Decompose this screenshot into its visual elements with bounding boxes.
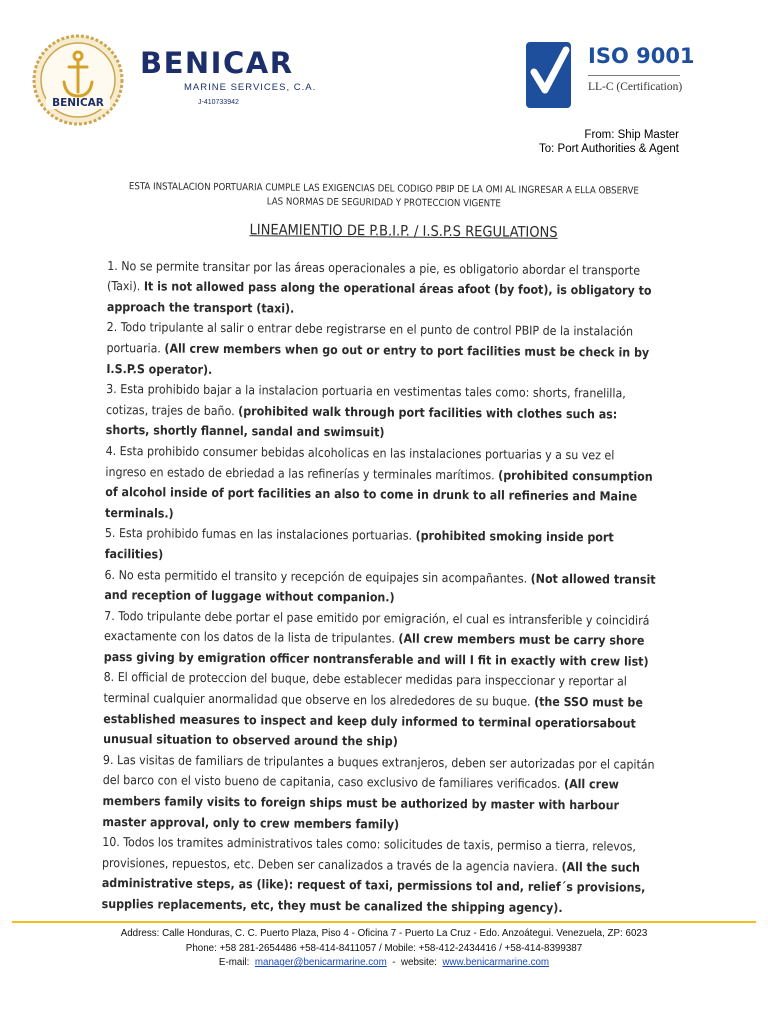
item-english: It is not allowed pass along the operational áreas afoot (by foot), is obligatory to approach the transport (taxi). <box>106 279 652 316</box>
item-spanish: 4. Esta prohibido consumer bebidas alcoholicas en las instalaciones portuarias y a su vez el ingreso en estado de ebriedad a las refinerías y terminales marítimos. <box>105 443 615 482</box>
footer-phone: Phone: +58 281-2654486 +58-414-8411057 / Mobile: +58-412-2434416 / +58-414-8399387 <box>185 942 583 954</box>
intro-line: LAS NORMAS DE SEGURIDAD Y PROTECCION VIGENTE <box>266 195 501 209</box>
regulation-item <box>104 564 656 610</box>
regulation-item <box>102 832 655 919</box>
regulation-item <box>106 379 659 446</box>
intro-notice <box>108 180 660 212</box>
item-english: (All the such administrative steps, as (like): request of taxi, permissions tol and, relief´s provisions, supplies replacements, etc, they must be canalized the shipping agency). <box>101 859 646 915</box>
company-brand <box>140 48 316 106</box>
regulation-item <box>104 606 657 673</box>
checkmark-icon <box>526 42 571 108</box>
anchor-icon <box>32 34 124 126</box>
document-title: LINEAMIENTIO DE P.B.I.P. / I.S.P.S REGULATIONS <box>249 222 558 241</box>
item-english: (the SSO must be established measures to inspect and keep duly informed to terminal operatiorsabout unusual situation to observed around the ship) <box>103 694 643 749</box>
item-english: (All crew members family visits to foreign ships must be authorized by master with harbour master approval, only to crew members family) <box>102 777 620 832</box>
intro-line: ESTA INSTALACION PORTUARIA CUMPLE LAS EXIGENCIAS DEL CODIGO PBIP DE LA OMI AL INGRESAR A ELLA OBSERVE <box>128 181 639 197</box>
item-spanish: 6. No esta permitido el transito y recepción de equipajes sin acompañantes. <box>104 567 528 586</box>
item-english: (prohibited smoking inside port facilities) <box>104 529 614 562</box>
regulation-item <box>107 256 660 323</box>
regulations-document <box>102 180 660 919</box>
item-english: (All crew members must be carry shore pass giving by emigration officer nontransferable and will I fit in exactly with crew list) <box>103 631 649 669</box>
website-link[interactable]: www.benicarmarine.com <box>442 957 550 968</box>
footer <box>0 927 768 971</box>
item-spanish: 3. Esta prohibido bajar a la instalacion portuaria en vestimentas tales como: shorts, franelilla, cotizas, trajes de baño. <box>105 382 626 418</box>
item-spanish: 7. Todo tripulante debe portar el pase emitido por emigración, el cual es intransferible y coincidirá exactamente con los datos de la lista de tripulantes. <box>103 608 650 646</box>
item-spanish: 10. Todos los tramites administrativos tales como: solicitudes de taxis, permiso a tierra, relevos, provisiones, repuestos, etc. Deben ser canalizados a través de la agencia naviera. <box>101 835 636 874</box>
email-label: E-mail: <box>218 957 250 968</box>
company-rif: J-410733942 <box>198 99 239 106</box>
iso-divider <box>588 75 680 76</box>
footer-divider <box>12 921 756 923</box>
item-spanish: 2. Todo tripulante al salir o entrar debe registrarse en el punto de control PBIP de la instalación portuaria. <box>106 320 634 356</box>
item-english: (prohibited walk through port facilities with clothes such as: shorts, shortly flannel, sandal and swimsuit) <box>105 403 618 440</box>
company-subtitle: MARINE SERVICES, C.A. <box>184 82 317 93</box>
item-english: (prohibited consumption of alcohol inside of port facilities an also to come in drunk to all refineries and Maine terminals.) <box>105 467 653 521</box>
company-name: BENICAR <box>140 46 294 80</box>
to-line: To: Port Authorities & Agent <box>539 143 679 155</box>
seal-text: BENICAR <box>52 97 104 109</box>
iso-subtitle: LL-C (Certification) <box>588 81 683 93</box>
footer-address: Address: Calle Honduras, C. C. Puerto Plaza, Piso 4 - Oficina 7 - Puerto La Cruz - Edo. Anzoátegui. Venezuela, ZP: 6023 <box>120 928 648 939</box>
item-spanish: 5. Esta prohibido fumas en las instalaciones portuarias. <box>104 526 413 543</box>
routing-block <box>539 128 679 156</box>
from-line: From: Ship Master <box>584 129 679 141</box>
company-seal <box>32 34 124 126</box>
website-label: website: <box>400 957 437 968</box>
item-english: (All crew members when go out or entry to port facilities must be check in by I.S.P.S operator). <box>106 341 650 377</box>
iso-title: ISO 9001 <box>588 44 695 68</box>
item-spanish: 9. Las visitas de familiars de tripulantes a buques extranjeros, deben ser autorizadas por el capitán del barco con el visto bueno de capitania, caso exclusivo de familiares verificados. <box>102 752 655 792</box>
regulation-item <box>103 667 656 754</box>
regulation-item <box>102 750 655 837</box>
item-english: (Not allowed transit and reception of luggage without companion.) <box>104 571 656 605</box>
regulation-item <box>106 317 659 384</box>
regulation-item <box>105 441 658 528</box>
item-spanish: 1. No se permite transitar por las áreas operacionales a pie, es obligatorio abordar el transporte (Taxi). <box>107 258 641 294</box>
item-spanish: 8. El official de proteccion del buque, debe establecer medidas para inspeccionar y reportar al terminal cualquier anormalidad que observe en los alrededores de su buque. <box>103 670 627 709</box>
contact-separator: - <box>392 957 396 968</box>
email-link[interactable]: manager@benicarmarine.com <box>254 957 387 968</box>
regulation-item <box>105 523 657 569</box>
footer-contact <box>0 956 768 971</box>
